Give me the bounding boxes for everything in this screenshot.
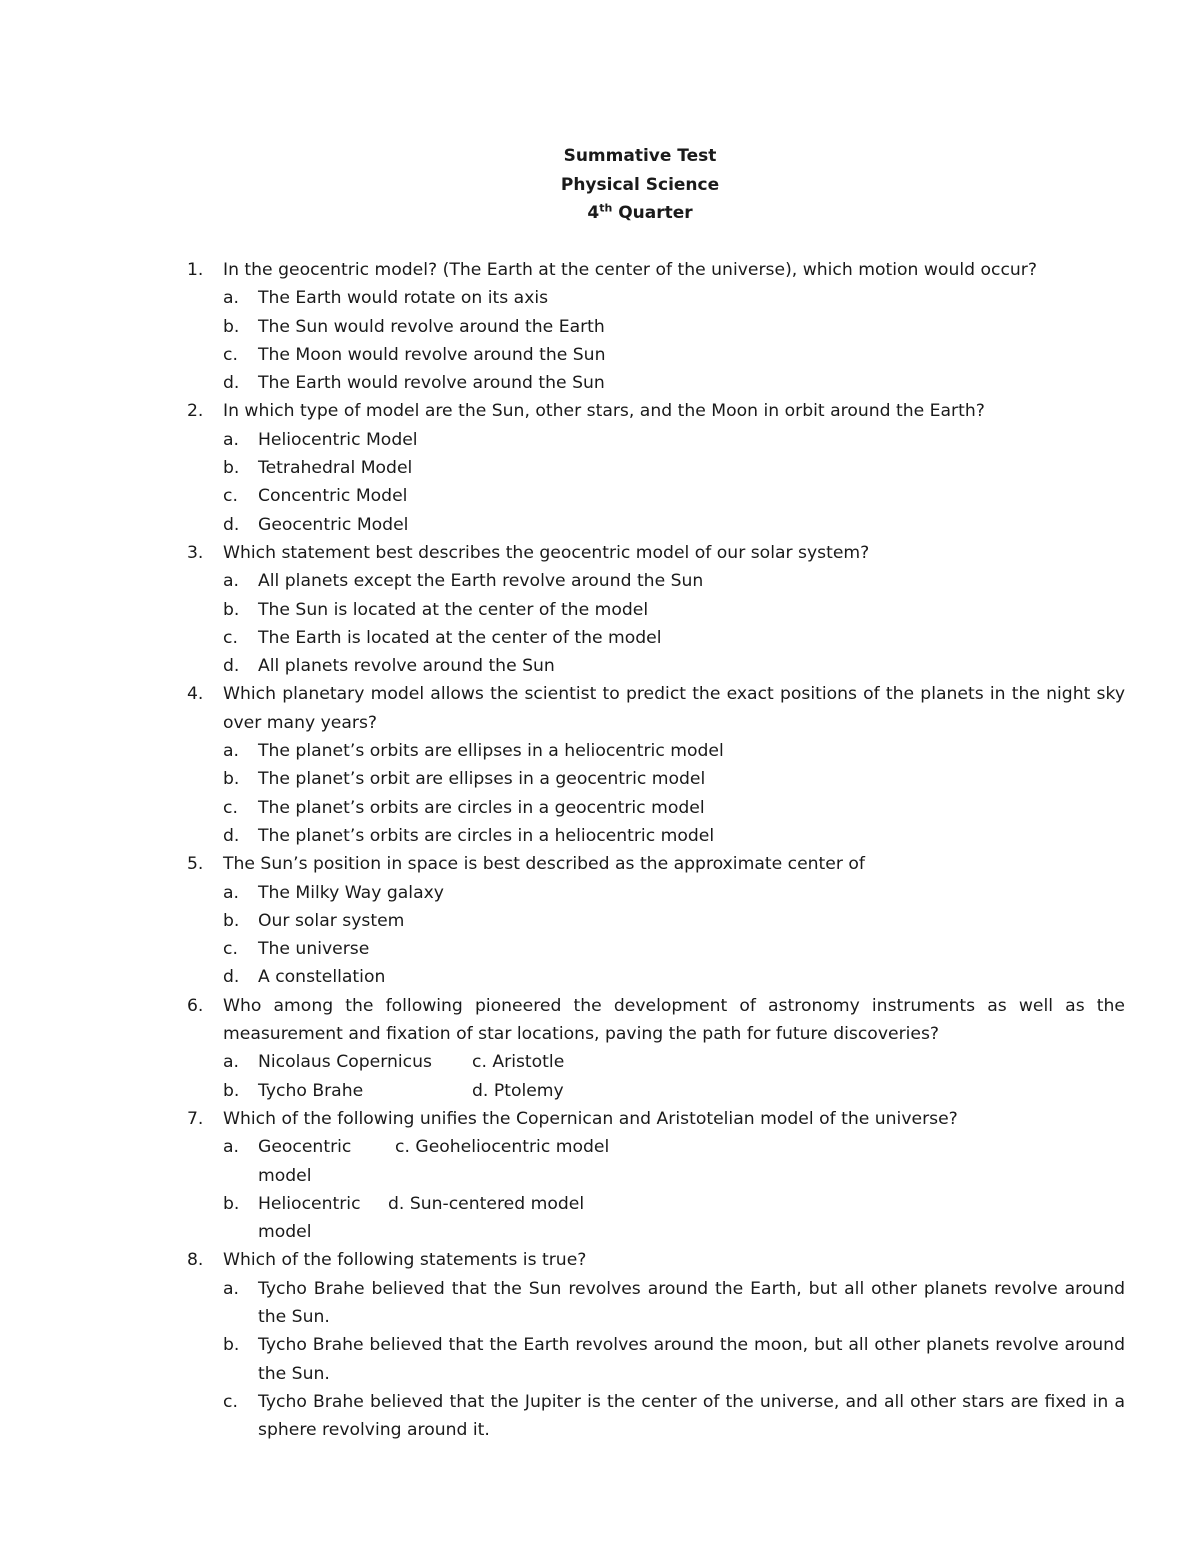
- option-letter: a.: [223, 1278, 239, 1299]
- option-letter: a.: [223, 882, 239, 903]
- option-text: Geocentric Model: [258, 514, 409, 535]
- answer-option: [223, 596, 1125, 624]
- question-item: [187, 680, 1125, 737]
- option-text: The Sun is located at the center of the model: [258, 599, 649, 620]
- option-letter: b.: [223, 1080, 240, 1101]
- question-item: [187, 397, 1125, 425]
- question-item: [187, 992, 1125, 1049]
- option-text: The Moon would revolve around the Sun: [258, 344, 606, 365]
- option-text: The planet’s orbits are circles in a heliocentric model: [258, 825, 715, 846]
- option-letter: b.: [223, 458, 240, 479]
- option-text: The Earth is located at the center of the model: [258, 627, 662, 648]
- question-number: 5.: [187, 854, 204, 875]
- question-number: 1.: [187, 260, 204, 280]
- option-letter: d.: [223, 656, 240, 677]
- option-letter: a.: [223, 288, 239, 309]
- answer-option: [223, 1388, 1125, 1445]
- question-number: 8.: [187, 1250, 204, 1271]
- quarter-word: Quarter: [618, 203, 693, 223]
- answer-option: [223, 737, 1125, 765]
- quarter-number: 4: [587, 203, 600, 223]
- answer-option: [223, 426, 1125, 454]
- option-text: Geocentric model: [258, 1137, 352, 1186]
- test-quarter: [0, 199, 1200, 228]
- option-text: The universe: [258, 939, 370, 960]
- option-letter: d.: [223, 967, 240, 988]
- option-text: c. Geoheliocentric model: [395, 1137, 610, 1158]
- answer-option: [223, 1275, 1125, 1332]
- answer-option: [223, 879, 1125, 907]
- question-number: 2.: [187, 401, 204, 422]
- answer-option: [223, 907, 1125, 935]
- option-letter: b.: [223, 1193, 240, 1214]
- answer-option-pair: [223, 1133, 1125, 1190]
- answer-option: [223, 482, 1125, 510]
- option-letter: b.: [223, 599, 240, 620]
- option-text: A constellation: [258, 967, 386, 988]
- option-text: Tycho Brahe believed that the Jupiter is the center of the universe, and all other stars are fixed in a sphere revolving around it.: [258, 1391, 1125, 1441]
- option-text: Our solar system: [258, 910, 405, 931]
- answer-option: [223, 369, 1125, 397]
- option-letter: c.: [223, 797, 238, 818]
- option-letter: b.: [223, 769, 240, 790]
- option-text: Concentric Model: [258, 486, 408, 507]
- option-letter: c.: [223, 627, 238, 648]
- test-title: Summative Test: [563, 146, 717, 166]
- option-text: Tetrahedral Model: [258, 458, 413, 479]
- question-number: 4.: [187, 684, 204, 705]
- option-letter: a.: [223, 571, 239, 592]
- option-text: The Sun would revolve around the Earth: [258, 316, 605, 337]
- option-text: Nicolaus Copernicus: [258, 1052, 432, 1073]
- option-letter: a.: [223, 1052, 239, 1073]
- option-text: Heliocentric model: [258, 1193, 361, 1243]
- question-item: [187, 539, 1125, 567]
- answer-option: [223, 822, 1125, 850]
- option-letter: a.: [223, 1137, 239, 1158]
- answer-option: [223, 624, 1125, 652]
- answer-option: [223, 341, 1125, 369]
- question-text: Which of the following statements is true?: [223, 1250, 587, 1271]
- option-letter: b.: [223, 910, 240, 931]
- option-letter: a.: [223, 741, 239, 762]
- option-text: The planet’s orbits are ellipses in a heliocentric model: [258, 741, 724, 762]
- answer-option-pair: [223, 1190, 1125, 1247]
- option-text: The Milky Way galaxy: [258, 882, 444, 903]
- test-subject: Physical Science: [560, 174, 720, 195]
- question-number: 3.: [187, 542, 204, 563]
- question-text: Which of the following unifies the Copernican and Aristotelian model of the universe?: [223, 1108, 958, 1129]
- quarter-superscript: th: [599, 201, 613, 215]
- question-number: 6.: [187, 995, 204, 1016]
- answer-option: [223, 935, 1125, 963]
- question-number: 7.: [187, 1108, 204, 1129]
- option-text: c. Aristotle: [472, 1052, 565, 1073]
- option-text: d. Sun-centered model: [388, 1193, 585, 1214]
- answer-option: [223, 652, 1125, 680]
- option-letter: c.: [223, 939, 238, 960]
- question-text: Who among the following pioneered the development of astronomy instruments as well as the measurement and fixation of star locations, paving the path for future discoveries?: [223, 995, 1125, 1045]
- question-text: Which planetary model allows the scientist to predict the exact positions of the planets in the night sky over many years?: [223, 684, 1125, 733]
- answer-option: [223, 765, 1125, 793]
- option-text: Tycho Brahe believed that the Sun revolves around the Earth, but all other planets revolve around the Sun.: [258, 1278, 1125, 1327]
- question-text: Which statement best describes the geocentric model of our solar system?: [223, 542, 870, 563]
- option-text: The planet’s orbits are circles in a geocentric model: [258, 797, 705, 818]
- option-letter: c.: [223, 344, 238, 365]
- option-letter: c.: [223, 486, 238, 507]
- question-text: In the geocentric model? (The Earth at the center of the universe), which motion would occur?: [223, 260, 1037, 280]
- option-letter: c.: [223, 1391, 238, 1412]
- answer-option: [223, 313, 1125, 341]
- question-list: [187, 256, 1125, 1444]
- option-text: Heliocentric Model: [258, 429, 418, 450]
- option-letter: b.: [223, 316, 240, 337]
- option-text: Tycho Brahe believed that the Earth revolves around the moon, but all other planets revolve around the Sun.: [258, 1335, 1125, 1384]
- option-letter: d.: [223, 514, 240, 535]
- answer-option: [223, 511, 1125, 539]
- question-item: [187, 1105, 1125, 1133]
- question-text: The Sun’s position in space is best described as the approximate center of: [223, 854, 865, 875]
- answer-option: [223, 284, 1125, 312]
- question-item: [187, 1246, 1125, 1274]
- answer-option: [223, 567, 1125, 595]
- answer-option: [223, 794, 1125, 822]
- option-text: The Earth would revolve around the Sun: [258, 373, 605, 394]
- option-letter: b.: [223, 1335, 240, 1356]
- option-text: All planets revolve around the Sun: [258, 656, 555, 677]
- question-item: [187, 850, 1125, 878]
- option-text: All planets except the Earth revolve around the Sun: [258, 571, 704, 592]
- answer-option: [223, 1331, 1125, 1388]
- option-letter: d.: [223, 825, 240, 846]
- option-text: The Earth would rotate on its axis: [258, 288, 549, 309]
- option-text: Tycho Brahe: [258, 1080, 364, 1101]
- option-letter: d.: [223, 373, 240, 394]
- answer-option: [223, 454, 1125, 482]
- test-header: [0, 142, 1200, 228]
- question-item: [187, 256, 1125, 284]
- answer-option-pair: [223, 1048, 1125, 1076]
- answer-option-pair: [223, 1077, 1125, 1105]
- answer-option: [223, 963, 1125, 991]
- option-text: d. Ptolemy: [472, 1080, 564, 1101]
- option-letter: a.: [223, 429, 239, 450]
- question-text: In which type of model are the Sun, other stars, and the Moon in orbit around the Earth?: [223, 401, 985, 422]
- option-text: The planet’s orbit are ellipses in a geocentric model: [258, 769, 706, 790]
